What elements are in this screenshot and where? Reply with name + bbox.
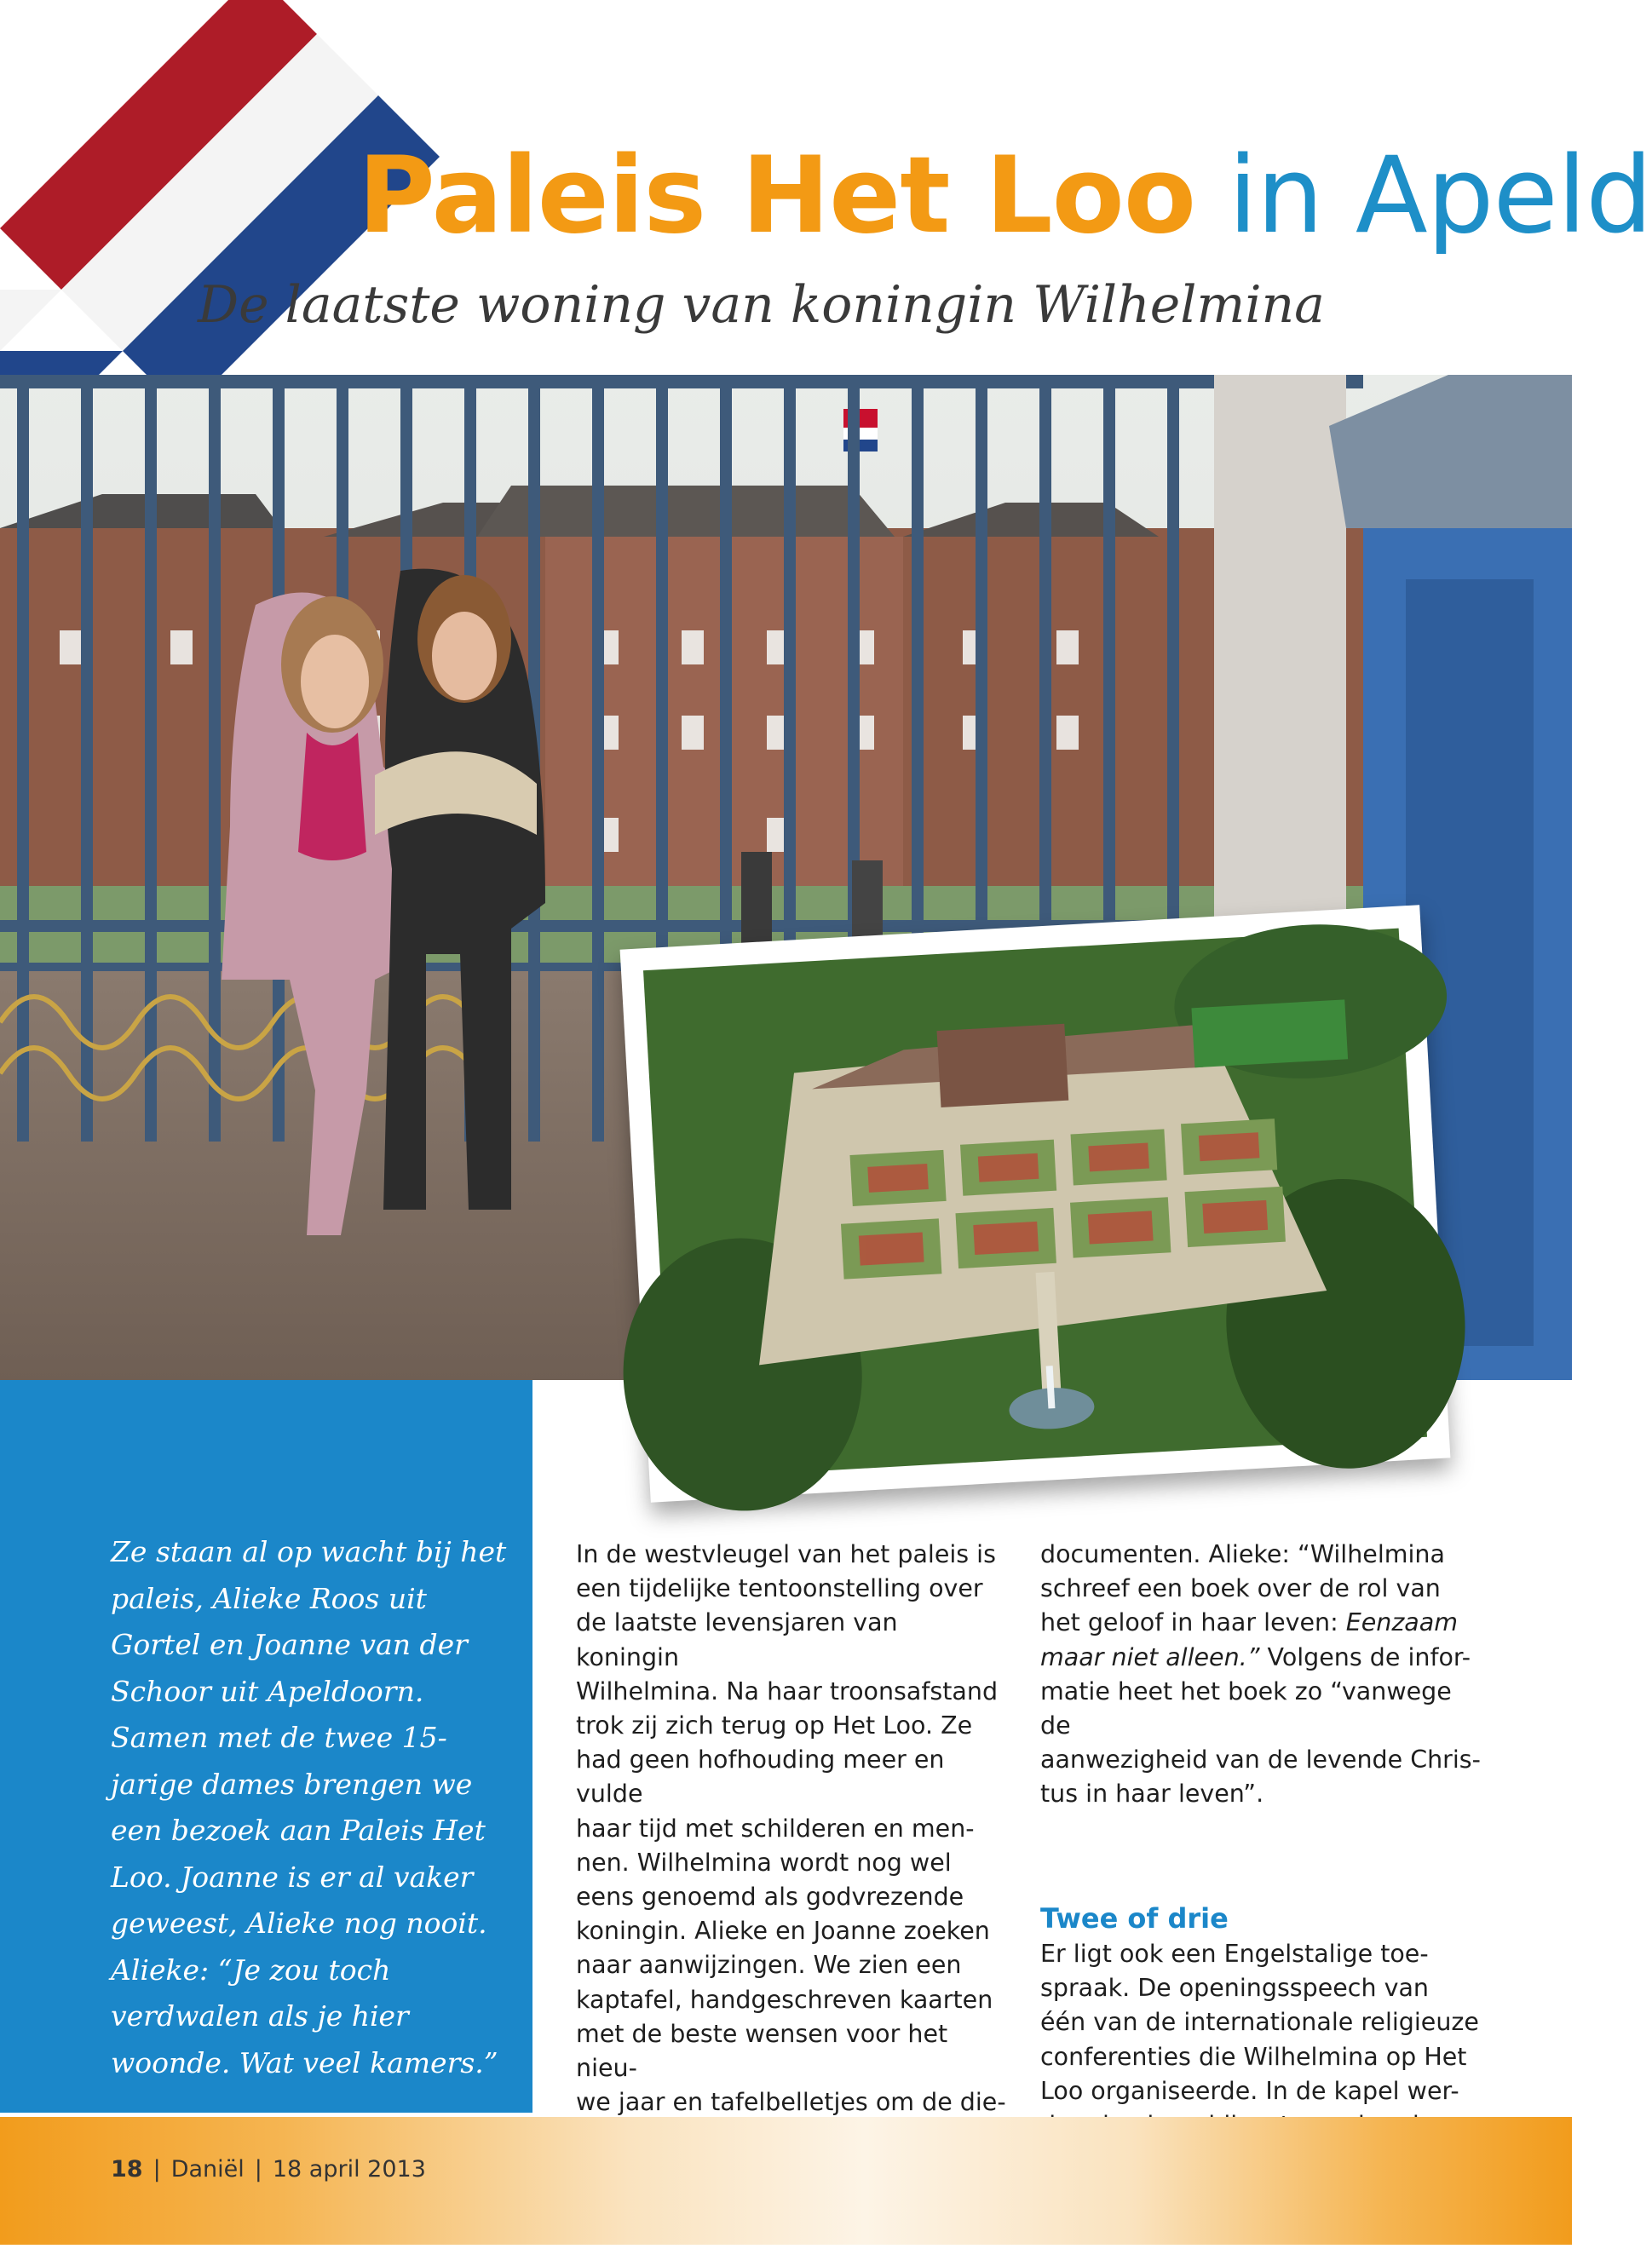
aerial-photo-palace-gardens <box>643 929 1427 1480</box>
article-column-1: In de westvleugel van het paleis is een tijdelijke tentoonstelling over de laatste levensjaren van koningin Wilhelmina. Na haar troonsafstand trok zij zich terug op Het Loo. Ze had geen hofhouding meer en vulde haar tijd met schilderen en men- nen. Wilhelmina wordt nog wel eens genoemd als godvrezende koningin. Alieke en Joanne zoeken naar aanwijzingen. We zien een kaptafel, handgeschreven kaarten met de beste wensen voor het nieu- we jaar en tafelbelletjes om de die- <box>576 1540 1006 2117</box>
intro-text: Ze staan al op wacht bij het paleis, Alieke Roos uit Gortel en Joanne van der Schoor uit Apeldoorn. Samen met de twee 15-jarige dames brengen we een bezoek aan Paleis Het Loo. Joanne is er al vaker geweest, Alieke nog nooit. Alieke: “Je zou toch verdwalen als je hier woonde. Wat veel kamers.” <box>111 1535 507 2079</box>
footer-folio <box>111 2153 426 2187</box>
column-2-text: documenten. Alieke: “Wilhelmina schreef een boek over de rol van het geloof in haar leven: <box>1040 1540 1445 1637</box>
book-title: Eenzaam maar niet alleen.” <box>1040 1608 1458 1671</box>
issue-date: 18 april 2013 <box>272 2156 426 2183</box>
footer-separator-2: | <box>254 2156 262 2183</box>
column-2-text-end: Volgens de infor- matie heet het boek zo “vanwege de aanwezigheid van de levende Chris- tus in haar leven”. <box>1040 1642 1481 1809</box>
title-bold: Paleis Het Loo <box>358 135 1196 257</box>
aerial-photo-frame <box>620 905 1451 1502</box>
magazine-name: Daniël <box>170 2156 245 2183</box>
title-rest: in Apeld <box>1195 135 1652 257</box>
footer-separator: | <box>153 2156 161 2183</box>
article-column-2 <box>1040 1538 1483 1812</box>
page-number: 18 <box>111 2156 143 2183</box>
section-heading: Twee of drie <box>1040 1902 1229 1935</box>
page-title <box>358 136 1652 256</box>
section-text: Er ligt ook een Engelstalige toe- spraak. De openingsspeech van één van de internationale religieuze conferenties die Wilhelmina op Het Loo organiseerde. In de kapel wer- <box>1040 1940 1479 2105</box>
subtitle: De laatste woning van koningin Wilhelmina <box>198 275 1325 335</box>
